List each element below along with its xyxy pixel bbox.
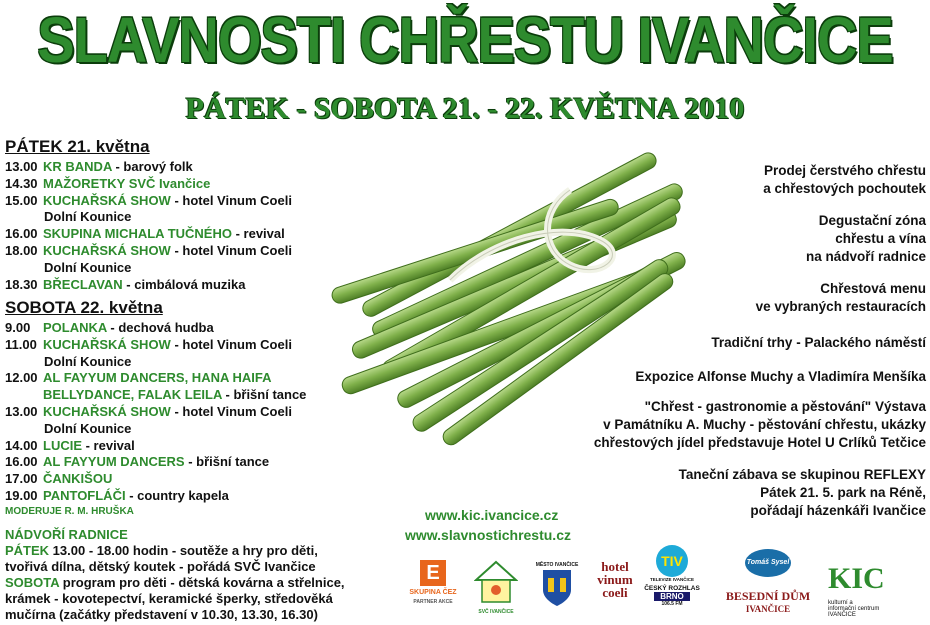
event-time: 13.00: [5, 403, 38, 419]
event-name: KUCHAŘSKÁ SHOW: [43, 192, 171, 208]
block-menu: Chřestová menu ve vybraných restauracích: [755, 281, 926, 314]
event-name: SKUPINA MICHALA TUČNÉHO: [43, 226, 232, 242]
tiv-icon: TIV: [656, 545, 688, 577]
schedule-row: [5, 320, 395, 337]
event-time: 15.00: [5, 192, 38, 208]
square-friday-text: 13.00 - 18.00 hodin - soutěže a hry pro děti,: [49, 543, 318, 558]
kic-logo: KIC kulturní a informační centrum IVANČICE: [828, 562, 885, 618]
event-desc: - country kapela: [125, 487, 229, 503]
moderator: MODERUJE R. M. HRUŠKA: [5, 505, 134, 517]
event-time: 17.00: [5, 471, 38, 487]
schedule-row: [5, 159, 385, 176]
event-name: KUCHAŘSKÁ SHOW: [43, 242, 171, 258]
hotel-vinum-logo: hotel vinum coeli: [597, 559, 633, 600]
block-asparagus-expo: "Chřest - gastronomie a pěstování" Výstava v Památníku A. Muchy - pěstování chřestu, ukázky chřestových jídel představuje Hotel U Crlíků Tetčice: [593, 399, 926, 450]
event-name: MAŽORETKY SVČ Ivančice: [43, 175, 211, 191]
event-desc: - hotel Vinum Coeli: [170, 336, 292, 352]
poster-title: SLAVNOSTI CHŘESTU IVANČICE: [37, 3, 893, 76]
schedule-row: [5, 370, 395, 387]
event-time: 12.00: [5, 370, 38, 386]
saturday-schedule: [5, 298, 395, 519]
event-desc: - barový folk: [111, 159, 193, 174]
event-name: PANTOFLÁČI: [43, 487, 126, 503]
schedule-row: [5, 243, 385, 260]
event-name: BŘECLAVAN: [43, 276, 123, 292]
block-exhibition: Expozice Alfonse Muchy a Vladimíra Menšíka: [635, 369, 926, 384]
url-slavnosti[interactable]: www.slavnostichrestu.cz: [405, 527, 571, 543]
friday-schedule: [5, 137, 385, 293]
schedule-row: [5, 471, 395, 488]
house-icon: [474, 560, 518, 604]
event-desc: - cimbálová muzika: [122, 276, 246, 292]
schedule-row: [5, 387, 395, 404]
event-venue: Dolní Kounice: [44, 420, 132, 436]
saturday-heading: SOBOTA 22. května: [5, 298, 163, 317]
cez-logo: E SKUPINA ČEZ PARTNER AKCE: [409, 562, 457, 605]
coat-of-arms-icon: [541, 568, 573, 608]
event-desc: - hotel Vinum Coeli: [170, 242, 292, 258]
event-name: POLANKA: [43, 320, 107, 335]
event-desc: - revival: [82, 437, 135, 453]
block-tasting: Degustační zóna chřestu a vína na nádvoří radnice: [805, 213, 926, 264]
event-desc: - břišní tance: [221, 387, 307, 403]
event-desc: - dechová hudba: [106, 320, 214, 335]
event-name: KUCHAŘSKÁ SHOW: [43, 336, 171, 352]
square-saturday-label: SOBOTA: [5, 575, 60, 590]
event-time: 13.00: [5, 159, 38, 174]
event-venue: Dolní Kounice: [44, 209, 132, 225]
schedule-row: [5, 176, 385, 193]
square-heading: NÁDVOŘÍ RADNICE: [5, 527, 128, 542]
side-attractions: [506, 162, 926, 520]
event-name: ČANKIŠOU: [43, 471, 113, 487]
event-name: KUCHAŘSKÁ SHOW: [43, 403, 171, 419]
block-fresh: Prodej čerstvého chřestu a chřestových pochoutek: [763, 163, 926, 196]
schedule-row: [5, 488, 395, 505]
url-kic[interactable]: www.kic.ivancice.cz: [425, 507, 559, 523]
schedule-row: [5, 337, 395, 354]
tomas-sysel-badge: Tomáš Sysel: [745, 549, 791, 577]
square-saturday-text: program pro děti - dětská kovárna a střelnice,: [59, 575, 345, 590]
mesto-logo: MĚSTO IVANČICE: [532, 562, 582, 613]
event-time: 9.00: [5, 320, 31, 335]
event-time: 16.00: [5, 454, 38, 470]
event-time: 14.30: [5, 175, 38, 191]
event-time: 19.00: [5, 487, 38, 503]
square-program: [5, 527, 405, 623]
square-saturday-text2: krámek - kovotepectví, keramické šperky, středověká: [5, 591, 333, 606]
event-name: KR BANDA: [43, 159, 112, 174]
schedule-row: [5, 277, 385, 294]
block-market: Tradiční trhy - Palackého náměstí: [711, 335, 926, 350]
square-saturday-text3: mučírna (začátky představení v 10.30, 13.30, 16.30): [5, 607, 318, 622]
schedule-row: [5, 454, 395, 471]
event-venue: Dolní Kounice: [44, 353, 132, 369]
event-desc: - hotel Vinum Coeli: [170, 403, 292, 419]
tiv-logo: TIV TELEVIZE IVANČICE ČESKÝ ROZHLAS BRNO 106.5 FM: [643, 545, 701, 607]
event-desc: - hotel Vinum Coeli: [170, 192, 292, 208]
square-friday-label: PÁTEK: [5, 543, 50, 558]
event-time: 11.00: [5, 336, 37, 352]
event-name: BELLYDANCE, FALAK LEILA: [43, 387, 222, 403]
square-friday-text2: tvořivá dílna, dětský koutek - pořádá SVČ Ivančice: [5, 559, 316, 574]
schedule-row: [5, 226, 385, 243]
event-name: LUCIE: [43, 437, 82, 453]
schedule-row: [5, 193, 385, 210]
event-desc: - břišní tance: [184, 454, 270, 470]
poster-subtitle: PÁTEK - SOBOTA 21. - 22. KVĚTNA 2010: [185, 92, 745, 125]
event-time: 16.00: [5, 226, 38, 242]
cez-icon: E: [420, 560, 446, 586]
event-time: 14.00: [5, 437, 38, 453]
svc-logo: SVČ IVANČICE: [468, 560, 524, 615]
event-venue: Dolní Kounice: [44, 259, 132, 275]
schedule-row: [5, 404, 395, 421]
event-name: AL FAYYUM DANCERS: [43, 454, 185, 470]
event-desc: - revival: [231, 226, 285, 242]
schedule-row: [5, 438, 395, 455]
friday-heading: PÁTEK 21. května: [5, 137, 150, 156]
event-time: 18.00: [5, 242, 38, 258]
event-time: 18.30: [5, 276, 38, 292]
event-name: AL FAYYUM DANCERS, HANA HAIFA: [43, 370, 272, 386]
block-dance: Taneční zábava se skupinou REFLEXY Pátek 21. 5. park na Réně, pořádají házenkáři Ivančice: [678, 467, 926, 518]
besedni-dum-logo: Tomáš Sysel BESEDNÍ DŮM IVANČICE: [718, 549, 818, 614]
